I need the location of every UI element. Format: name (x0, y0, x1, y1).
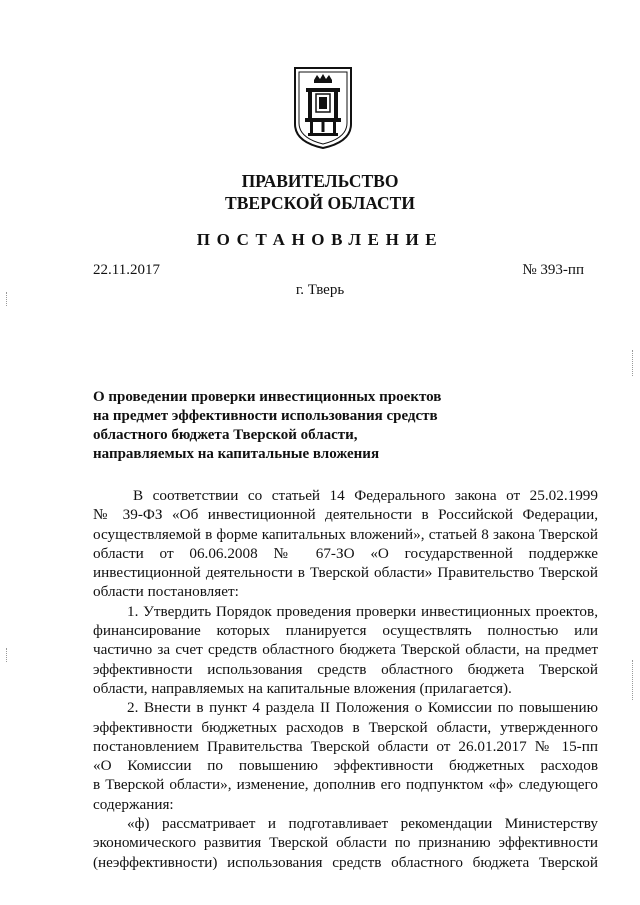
subject-line: областного бюджета Тверской области, (93, 427, 358, 443)
subject-line: на предмет эффективности использования средств (93, 408, 438, 424)
document-city: г. Тверь (295, 282, 345, 298)
body-line: содержания: (93, 795, 174, 813)
body-line: области от 06.06.2008 № 67-ЗО «О государственной поддержке (93, 544, 598, 562)
body-line: постановлением Правительства Тверской области от 26.01.2017 № 15-пп (93, 737, 598, 755)
subject-line: О проведении проверки инвестиционных проектов (93, 389, 442, 405)
body-line: области постановляет: (93, 583, 239, 601)
body-line: области, направляемых на капитальные вложения (прилагается). (93, 679, 512, 697)
body-line: эффективности использования средств областного бюджета Тверской (93, 660, 598, 678)
body-line: в Тверской области», изменение, дополнив его подпунктом «ф» следующего (93, 776, 598, 794)
document-body (93, 486, 598, 872)
government-name-line1: ПРАВИТЕЛЬСТВО (241, 171, 399, 191)
document-type-heading: ПОСТАНОВЛЕНИЕ (196, 230, 444, 249)
body-line: осуществляемой в форме капитальных вложений», статьей 8 закона Тверской (93, 525, 598, 543)
body-line: инвестиционной деятельности в Тверской области» Правительство Тверской (93, 564, 598, 582)
subject-line: направляемых на капитальные вложения (93, 446, 380, 462)
body-line: частично за счет средств областного бюджета Тверской области, на предмет (93, 641, 598, 659)
body-line: эффективности бюджетных расходов в Тверской области, утвержденного (93, 718, 598, 736)
body-line: 2. Внести в пункт 4 раздела II Положения о Комиссии по повышению (127, 699, 598, 717)
scan-edge-mark (6, 648, 8, 662)
body-line: (неэффективности) использования средств областного бюджета Тверской (93, 853, 598, 871)
tver-coat-of-arms-icon (292, 66, 354, 150)
scan-edge-mark (6, 292, 8, 306)
document-subject (93, 388, 513, 464)
body-line: экономического развития Тверской области по признанию эффективности (93, 834, 598, 852)
document-number: № 393-пп (522, 262, 584, 278)
body-line: В соответствии со статьей 14 Федерального закона от 25.02.1999 (133, 487, 598, 504)
scan-edge-mark (632, 350, 634, 376)
body-line: 1. Утвердить Порядок проведения проверки инвестиционных проектов, (127, 602, 598, 620)
body-line: № 39-ФЗ «Об инвестиционной деятельности в Российской Федерации, (93, 506, 598, 524)
scan-edge-mark (632, 660, 634, 700)
document-date: 22.11.2017 (93, 262, 160, 278)
body-line: финансирование которых планируется осуществлять полностью или (93, 622, 598, 640)
government-title (0, 170, 640, 214)
body-line: «О Комиссии по повышению эффективности бюджетных расходов (93, 757, 598, 775)
body-line: «ф) рассматривает и подготавливает рекомендации Министерству (127, 815, 598, 833)
government-name-line2: ТВЕРСКОЙ ОБЛАСТИ (225, 193, 415, 213)
